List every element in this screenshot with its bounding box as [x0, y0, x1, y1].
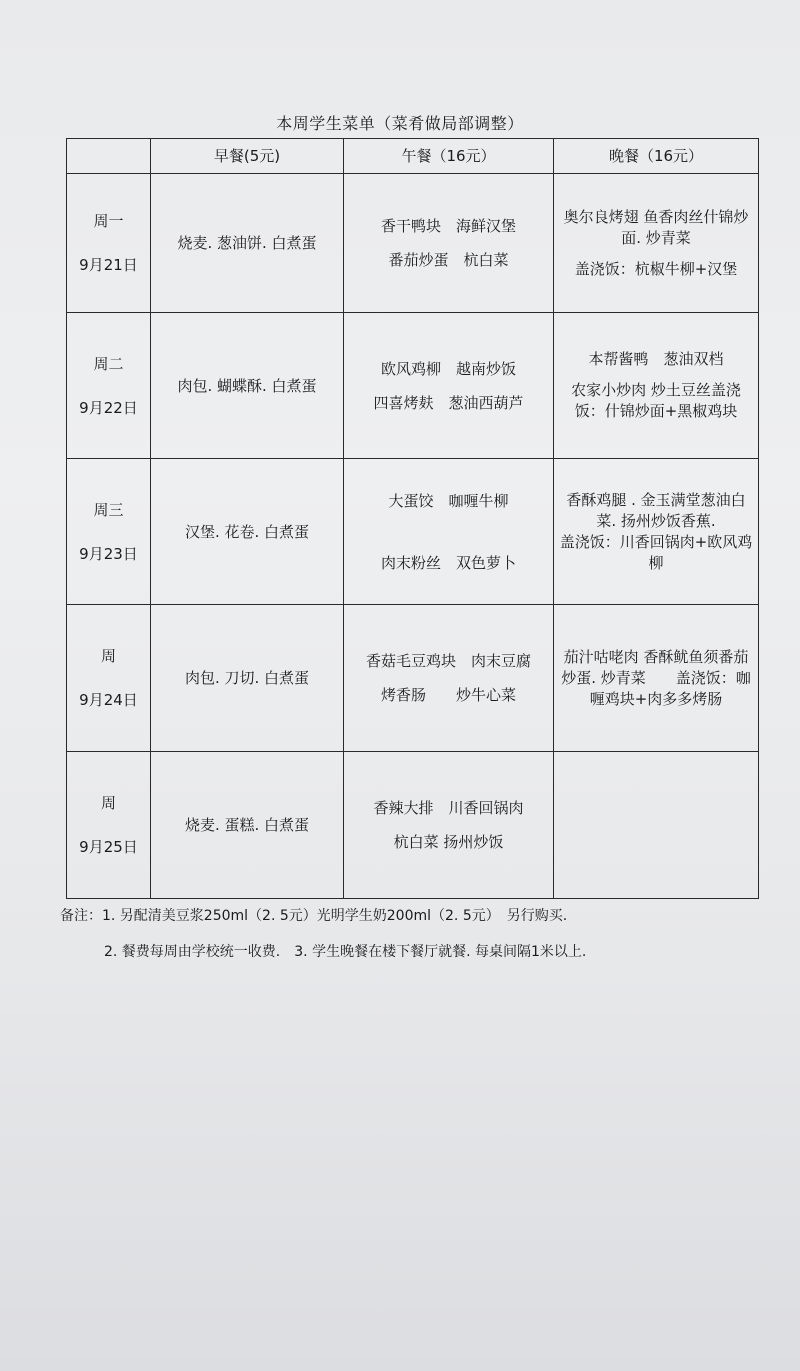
table-row [67, 313, 759, 459]
header-dinner: 晚餐（16元） [554, 139, 759, 174]
dinner-line: 盖浇饭：杭椒牛柳+汉堡 [574, 259, 738, 278]
lunch-line: 四喜烤麸 葱油西葫芦 [373, 393, 524, 412]
day-cell [67, 752, 151, 899]
menu-table [66, 138, 759, 899]
lunch-cell [344, 313, 554, 459]
day-cell [67, 174, 151, 313]
lunch-cell [344, 174, 554, 313]
date-label: 9月25日 [79, 838, 138, 856]
lunch-line: 香菇毛豆鸡块 肉末豆腐 [365, 652, 531, 670]
dinner-line: 茄汁咕咾肉 香酥鱿鱼须番茄炒蛋. 炒青菜 盖浇饭：咖喱鸡块+肉多多烤肠 [561, 647, 751, 708]
dinner-cell-empty [554, 752, 759, 899]
dinner-line: 盖浇饭：川香回锅肉+欧风鸡柳 [559, 532, 753, 572]
day-label: 周三 [93, 500, 124, 519]
lunch-line: 大蛋饺 咖喱牛柳 [388, 491, 509, 510]
breakfast-cell: 肉包. 蝴蝶酥. 白煮蛋 [151, 313, 344, 459]
note-line-1: 备注：1. 另配清美豆浆250ml（2. 5元）光明学生奶200ml（2. 5元） 另行购买. [60, 908, 568, 924]
lunch-line: 烤香肠 炒牛心菜 [380, 686, 516, 704]
lunch-line: 番茄炒蛋 杭白菜 [388, 251, 509, 269]
dinner-cell [554, 459, 759, 605]
day-label: 周二 [93, 354, 124, 373]
lunch-line: 欧风鸡柳 越南炒饭 [380, 359, 516, 378]
dinner-cell [554, 605, 759, 752]
header-breakfast: 早餐(5元) [151, 139, 344, 174]
document-title: 本周学生菜单（菜肴做局部调整） [276, 114, 524, 133]
day-cell [67, 605, 151, 752]
date-label: 9月22日 [79, 398, 138, 417]
lunch-line: 杭白菜 扬州炒饭 [393, 833, 504, 851]
lunch-line: 肉末粉丝 双色萝卜 [380, 553, 516, 572]
lunch-line: 香辣大排 川香回锅肉 [373, 799, 524, 817]
header-lunch: 午餐（16元） [344, 139, 554, 174]
date-label: 9月24日 [79, 691, 138, 709]
note-line-2: 2. 餐费每周由学校统一收费. 3. 学生晚餐在楼下餐厅就餐. 每桌间隔1米以上. [104, 944, 587, 960]
dinner-cell [554, 174, 759, 313]
lunch-cell [344, 752, 554, 899]
breakfast-cell: 肉包. 刀切. 白煮蛋 [151, 605, 344, 752]
dinner-line: 农家小炒肉 炒土豆丝盖浇饭：什锦炒面+黑椒鸡块 [571, 381, 741, 420]
lunch-line: 香干鸭块 海鲜汉堡 [380, 217, 516, 235]
date-label: 9月21日 [79, 256, 138, 274]
day-label: 周 [100, 647, 116, 665]
dinner-line: 香酥鸡腿 . 金玉满堂葱油白菜. 扬州炒饭香蕉. [566, 490, 746, 530]
breakfast-cell: 烧麦. 蛋糕. 白煮蛋 [151, 752, 344, 899]
date-label: 9月23日 [79, 544, 138, 563]
header-row [67, 139, 759, 174]
breakfast-cell: 烧麦. 葱油饼. 白煮蛋 [151, 174, 344, 313]
table-row [67, 752, 759, 899]
breakfast-cell: 汉堡. 花卷. 白煮蛋 [151, 459, 344, 605]
lunch-cell [344, 605, 554, 752]
day-label: 周一 [93, 212, 124, 230]
dinner-line: 本帮酱鸭 葱油双档 [588, 350, 724, 368]
header-blank [67, 139, 151, 174]
dinner-line: 奥尔良烤翅 鱼香肉丝什锦炒面. 炒青菜 [563, 207, 749, 247]
table-row [67, 459, 759, 605]
lunch-cell [344, 459, 554, 605]
table-row [67, 605, 759, 752]
menu-document [20, 0, 780, 1371]
day-label: 周 [100, 794, 116, 812]
day-cell [67, 313, 151, 459]
notes [60, 906, 780, 962]
dinner-cell [554, 313, 759, 459]
day-cell [67, 459, 151, 605]
table-row [67, 174, 759, 313]
